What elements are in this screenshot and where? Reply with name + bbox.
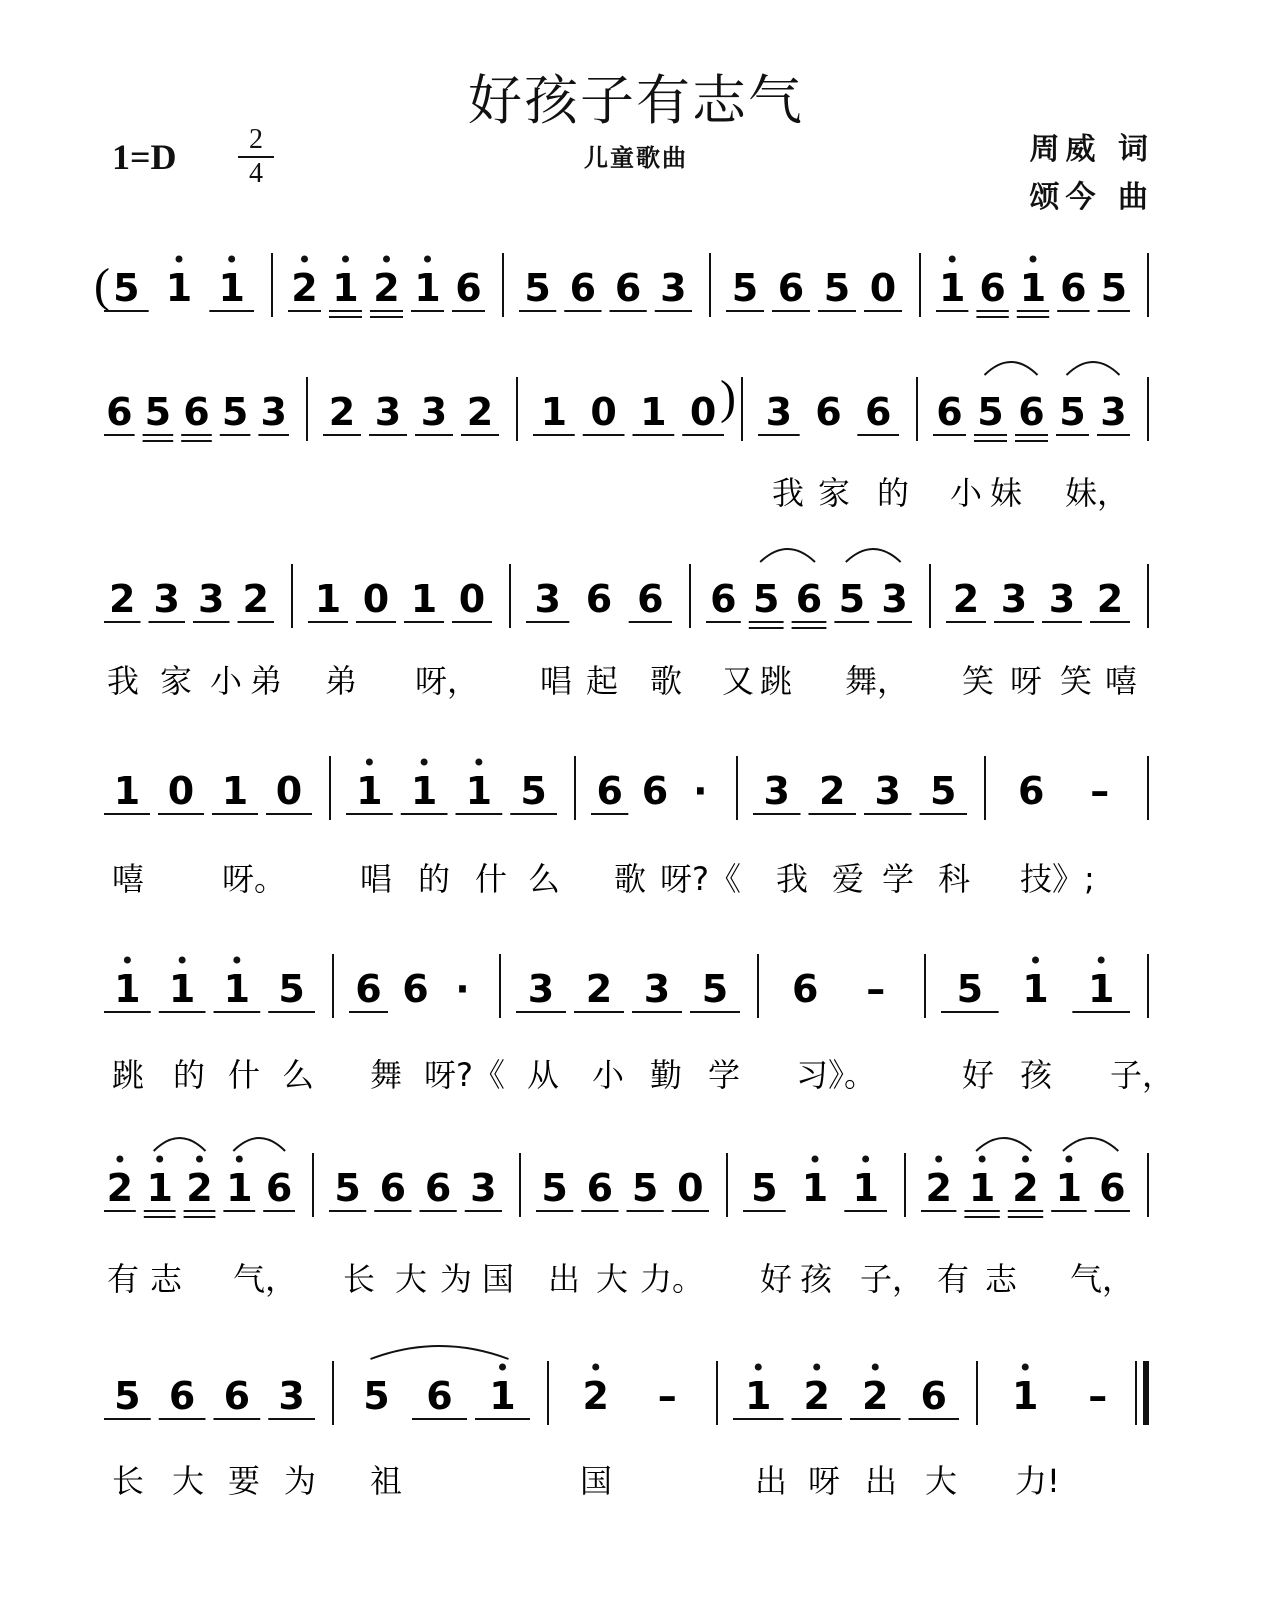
note-digit: 6 (426, 1374, 453, 1418)
note-digit: 6 (455, 266, 482, 310)
note-digit: 2 (925, 1166, 952, 1210)
time-top: 2 (249, 124, 263, 155)
close-parenthesis: ) (720, 371, 736, 424)
high-octave-dot (499, 1364, 506, 1371)
note-digit: 2 (819, 769, 846, 813)
lyric-syllable: 为 (284, 1462, 317, 1500)
lyric-syllable: 大 (395, 1260, 428, 1298)
lyric-syllable: 长 (343, 1260, 376, 1298)
lyric-syllable: 的 (173, 1056, 206, 1094)
note-digit: 1 (165, 266, 193, 310)
note-digit: 5 (144, 390, 172, 434)
note-digit: 6 (1018, 769, 1045, 813)
note-digit: 1 (114, 967, 141, 1011)
lyric-syllable: 舞， (845, 662, 910, 700)
slur-arc (1067, 362, 1120, 375)
note-digit: 1 (1019, 266, 1047, 310)
note-digit: 2 (803, 1374, 830, 1418)
note-digit: · (693, 769, 708, 813)
note-digit: 3 (881, 577, 908, 621)
note-digit: 5 (363, 1374, 390, 1418)
note-digit: – (866, 967, 886, 1011)
note-digit: 5 (838, 577, 866, 621)
high-octave-dot (233, 957, 240, 964)
lyric-syllable: 好 (962, 1056, 995, 1094)
note-digit: 2 (242, 577, 269, 621)
lyric-syllable: 呀 (1010, 662, 1043, 700)
high-octave-dot (475, 759, 482, 766)
note-digit: 1 (1087, 967, 1115, 1011)
note-digit: 5 (1059, 390, 1086, 434)
time-bottom: 4 (249, 158, 263, 189)
high-octave-dot (813, 1364, 820, 1371)
lyric-syllable: 家 (160, 662, 193, 700)
lyric-syllable: 祖 (370, 1462, 403, 1500)
open-parenthesis: ( (94, 259, 110, 312)
note-digit: 0 (167, 769, 195, 813)
note-digit: 1 (410, 769, 438, 813)
lyric-syllable: 舞 (370, 1056, 403, 1094)
lyric-syllable: 力。 (640, 1260, 705, 1298)
note-digit: 5 (956, 967, 984, 1011)
high-octave-dot (935, 1156, 942, 1163)
note-digit: 2 (186, 1166, 213, 1210)
lyric-syllable: 出 (865, 1462, 898, 1500)
note-digit: 6 (1099, 1166, 1126, 1210)
note-digit: 1 (1012, 1374, 1039, 1418)
lyric-syllable: 歌 (614, 860, 647, 898)
lyric-syllable: 弟 (250, 662, 283, 700)
note-digit: 5 (221, 390, 249, 434)
note-digit: 5 (114, 1374, 141, 1418)
note-digit: 6 (641, 769, 669, 813)
note-digit: 3 (153, 577, 180, 621)
lyric-syllable: 学 (708, 1056, 741, 1094)
lyric-syllable: 什 (228, 1056, 261, 1094)
note-digit: 2 (328, 390, 356, 434)
note-digit: 5 (731, 266, 759, 310)
note-digit: 1 (410, 577, 438, 621)
note-digit: 6 (183, 390, 210, 434)
lyric-syllable: 为 (440, 1260, 473, 1298)
note-digit: 1 (640, 390, 667, 434)
high-octave-dot (236, 1156, 243, 1163)
slur-arc (846, 549, 901, 562)
lyric-syllable: 勤 (650, 1056, 683, 1094)
lyric-syllable: 志 (150, 1260, 183, 1298)
note-digit: – (657, 1374, 677, 1418)
note-digit: 1 (745, 1374, 772, 1418)
note-digit: 2 (466, 390, 494, 434)
lyric-syllable: 我 (776, 860, 809, 898)
note-digit: 6 (402, 967, 429, 1011)
lyric-syllable: 习》。 (796, 1056, 877, 1094)
note-digit: 2 (109, 577, 136, 621)
lyric-syllable: 小 (592, 1056, 625, 1094)
lyric-syllable: 气， (233, 1260, 298, 1298)
note-digit: 1 (852, 1166, 879, 1210)
note-digit: 0 (275, 769, 303, 813)
lyric-syllable: 小 (210, 662, 243, 700)
note-digit: 5 (1100, 266, 1128, 310)
note-digit: 3 (1000, 577, 1028, 621)
note-digit: 6 (710, 577, 737, 621)
note-digit: 1 (146, 1166, 173, 1210)
note-digit: 6 (815, 390, 842, 434)
high-octave-dot (592, 1364, 599, 1371)
note-digit: – (1090, 769, 1110, 813)
lyric-syllable: 好 (760, 1260, 793, 1298)
slur-arc (976, 1138, 1031, 1151)
lyric-syllable: 唱 (360, 860, 393, 898)
lyric-syllable: 大 (172, 1462, 205, 1500)
note-digit: 3 (1100, 390, 1127, 434)
note-digit: 1 (218, 266, 245, 310)
note-digit: 3 (643, 967, 671, 1011)
lyric-syllable: 有 (937, 1260, 970, 1298)
composer-credit: 颂今 曲 (1029, 180, 1154, 215)
note-digit: 1 (1055, 1166, 1083, 1210)
note-digit: 3 (765, 390, 793, 434)
lyric-syllable: 要 (228, 1462, 261, 1500)
note-digit: 3 (660, 266, 687, 310)
note-digit: 5 (631, 1166, 659, 1210)
high-octave-dot (949, 256, 956, 263)
lyric-syllable: 笑 (962, 662, 995, 700)
note-digit: 0 (458, 577, 486, 621)
lyric-syllable: 大 (596, 1260, 629, 1298)
lyric-syllable: 歌 (650, 662, 683, 700)
key-signature: 1=D (112, 137, 177, 177)
note-digit: 2 (952, 577, 980, 621)
note-digit: 6 (1060, 266, 1087, 310)
high-octave-dot (124, 957, 131, 964)
note-digit: 6 (920, 1374, 947, 1418)
note-digit: 0 (590, 390, 617, 434)
note-digit: – (1088, 1374, 1108, 1418)
high-octave-dot (862, 1156, 869, 1163)
lyric-syllable: 呀?《 (424, 1056, 505, 1094)
slur-arc (760, 549, 815, 562)
high-octave-dot (812, 1156, 819, 1163)
note-digit: 1 (465, 769, 493, 813)
lyric-syllable: 有 (107, 1260, 140, 1298)
lyric-syllable: 爱 (832, 860, 865, 898)
slur-arc (233, 1138, 285, 1151)
note-digit: 3 (527, 967, 555, 1011)
lyric-syllable: 气， (1070, 1260, 1135, 1298)
note-digit: 5 (751, 1166, 778, 1210)
note-digit: 6 (168, 1374, 196, 1418)
lyricist-credit: 周威 词 (1029, 132, 1154, 167)
slur-arc (154, 1138, 206, 1151)
note-digit: 1 (801, 1166, 829, 1210)
note-digit: 6 (379, 1166, 407, 1210)
note-digit: 1 (356, 769, 383, 813)
note-digit: 5 (541, 1166, 568, 1210)
high-octave-dot (1030, 256, 1037, 263)
lyric-syllable: 么 (528, 860, 561, 898)
lyric-syllable: 从 (527, 1056, 560, 1094)
slur-arc (371, 1346, 509, 1359)
note-digit: 3 (198, 577, 225, 621)
note-digit: 2 (1012, 1166, 1039, 1210)
lyric-syllable: 妹 (990, 474, 1023, 512)
lyric-syllable: 又 (722, 662, 755, 700)
note-digit: 6 (424, 1166, 452, 1210)
lyric-syllable: 子， (1110, 1056, 1175, 1094)
note-digit: 0 (689, 390, 717, 434)
lyric-syllable: 妹， (1065, 474, 1130, 512)
note-digit: 6 (569, 266, 597, 310)
lyric-syllable: 长 (112, 1462, 145, 1500)
note-digit: 6 (585, 577, 613, 621)
note-digit: 2 (582, 1374, 609, 1418)
high-octave-dot (342, 256, 349, 263)
lyric-syllable: 大 (925, 1462, 958, 1500)
lyric-syllable: 弟 (325, 662, 358, 700)
high-octave-dot (1022, 1364, 1029, 1371)
note-digit: 6 (795, 577, 823, 621)
lyric-syllable: 我 (107, 662, 140, 700)
note-digit: 0 (677, 1166, 704, 1210)
note-digit: 3 (534, 577, 561, 621)
note-digit: 6 (936, 390, 963, 434)
lyric-syllable: 志 (985, 1260, 1018, 1298)
note-digit: 3 (1048, 577, 1076, 621)
note-digit: 6 (586, 1166, 614, 1210)
high-octave-dot (1022, 1156, 1029, 1163)
note-digit: 5 (977, 390, 1004, 434)
note-digit: 6 (223, 1374, 251, 1418)
note-digit: 3 (278, 1374, 305, 1418)
note-digit: 6 (637, 577, 664, 621)
lyric-syllable: 家 (818, 474, 851, 512)
lyric-syllable: 唱 (540, 662, 573, 700)
note-digit: 5 (701, 967, 729, 1011)
note-digit: 5 (752, 577, 780, 621)
note-digit: 6 (355, 967, 382, 1011)
high-octave-dot (421, 759, 428, 766)
note-digit: 5 (278, 967, 305, 1011)
note-digit: 1 (540, 390, 568, 434)
lyric-syllable: 么 (282, 1056, 315, 1094)
high-octave-dot (176, 256, 183, 263)
high-octave-dot (156, 1156, 163, 1163)
note-digit: 2 (862, 1374, 889, 1418)
note-digit: 3 (260, 390, 287, 434)
slur-arc (1063, 1138, 1118, 1151)
high-octave-dot (366, 759, 373, 766)
lyric-syllable: 我 (772, 474, 805, 512)
lyric-syllable: 嘻 (112, 860, 145, 898)
note-digit: 5 (520, 769, 547, 813)
lyric-syllable: 出 (755, 1462, 788, 1500)
lyric-syllable: 出 (548, 1260, 581, 1298)
note-digit: 1 (414, 266, 441, 310)
lyric-syllable: 呀 (808, 1462, 841, 1500)
note-digit: 1 (1022, 967, 1049, 1011)
note-digit: 6 (596, 769, 623, 813)
lyric-syllable: 技》; (1020, 860, 1095, 898)
note-digit: 3 (874, 769, 901, 813)
note-digit: 6 (864, 390, 892, 434)
lyric-syllable: 国 (580, 1462, 613, 1500)
note-digit: 2 (291, 266, 318, 310)
note-digit: 0 (869, 266, 897, 310)
lyric-syllable: 呀。 (222, 860, 287, 898)
genre-label: 儿童歌曲 (584, 144, 688, 172)
lyric-syllable: 跳 (112, 1056, 145, 1094)
note-digit: 1 (332, 266, 359, 310)
high-octave-dot (1098, 957, 1105, 964)
note-digit: 0 (362, 577, 390, 621)
lyric-syllable: 呀?《 (660, 860, 741, 898)
note-digit: 2 (1096, 577, 1124, 621)
note-digit: 1 (223, 967, 251, 1011)
lyric-syllable: 起 (586, 662, 619, 700)
note-digit: 1 (221, 769, 249, 813)
note-digit: 3 (763, 769, 790, 813)
note-digit: 3 (470, 1166, 497, 1210)
note-digit: 1 (938, 266, 966, 310)
note-digit: 2 (585, 967, 613, 1011)
note-digit: 6 (1018, 390, 1045, 434)
lyric-syllable: 的 (418, 860, 451, 898)
note-digit: 1 (113, 769, 141, 813)
high-octave-dot (116, 1156, 123, 1163)
high-octave-dot (228, 256, 235, 263)
lyric-syllable: 孩 (800, 1260, 833, 1298)
high-octave-dot (424, 256, 431, 263)
high-octave-dot (979, 1156, 986, 1163)
note-digit: 6 (265, 1166, 293, 1210)
note-digit: 1 (314, 577, 342, 621)
note-digit: 3 (374, 390, 402, 434)
note-digit: 6 (614, 266, 642, 310)
note-digit: 5 (930, 769, 957, 813)
lyric-syllable: 学 (882, 860, 915, 898)
lyric-syllable: 孩 (1020, 1056, 1053, 1094)
high-octave-dot (196, 1156, 203, 1163)
lyric-syllable: 的 (877, 474, 910, 512)
note-digit: 1 (968, 1166, 996, 1210)
lyric-syllable: 子， (860, 1260, 925, 1298)
high-octave-dot (179, 957, 186, 964)
note-digit: 5 (823, 266, 851, 310)
note-digit: 6 (979, 266, 1006, 310)
note-digit: 2 (373, 266, 400, 310)
note-digit: 1 (226, 1166, 253, 1210)
lyric-syllable: 笑 (1060, 662, 1093, 700)
note-digit: 5 (113, 266, 140, 310)
song-title: 好孩子有志气 (468, 69, 804, 132)
high-octave-dot (301, 256, 308, 263)
note-digit: · (455, 967, 470, 1011)
lyric-syllable: 呀， (415, 662, 480, 700)
note-digit: 1 (489, 1374, 516, 1418)
lyric-syllable: 科 (938, 860, 971, 898)
note-digit: 6 (106, 390, 133, 434)
slur-arc (985, 362, 1038, 375)
high-octave-dot (755, 1364, 762, 1371)
high-octave-dot (383, 256, 390, 263)
note-digit: 5 (524, 266, 551, 310)
lyric-syllable: 什 (475, 860, 508, 898)
note-digit: 6 (792, 967, 819, 1011)
note-digit: 1 (168, 967, 196, 1011)
note-digit: 5 (334, 1166, 361, 1210)
note-digit: 3 (420, 390, 448, 434)
note-digit: 2 (106, 1166, 134, 1210)
high-octave-dot (1032, 957, 1039, 964)
lyric-syllable: 国 (482, 1260, 515, 1298)
note-digit: 6 (777, 266, 805, 310)
lyric-syllable: 跳 (760, 662, 793, 700)
lyric-syllable: 嘻 (1105, 662, 1138, 700)
lyric-syllable: 力! (1015, 1462, 1060, 1500)
high-octave-dot (872, 1364, 879, 1371)
lyric-syllable: 小 (950, 474, 983, 512)
high-octave-dot (1065, 1156, 1072, 1163)
